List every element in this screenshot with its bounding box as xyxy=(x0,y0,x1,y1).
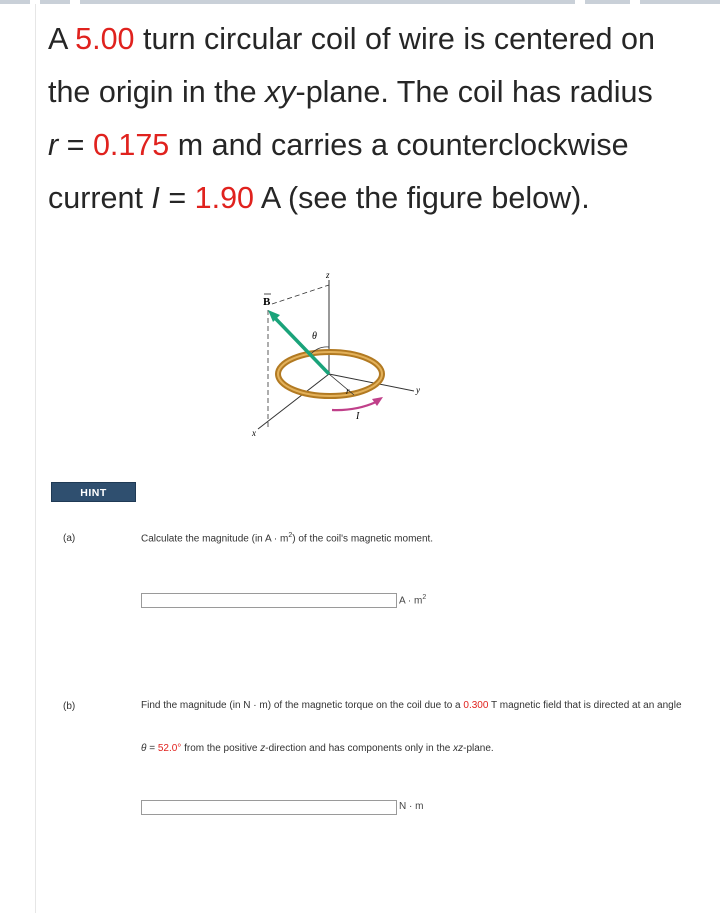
x-axis-label: x xyxy=(252,428,256,438)
turns-value: 5.00 xyxy=(75,22,135,56)
part-b-question-line-1: Find the magnitude (in N · m) of the magnetic torque on the coil due to a 0.300 T magnetic field that is directed at an angle xyxy=(141,700,682,711)
part-b-label: (b) xyxy=(63,701,76,712)
content-left-border xyxy=(35,4,36,913)
part-a-label: (a) xyxy=(63,533,76,544)
b-label: B xyxy=(263,296,271,308)
coil-figure xyxy=(236,262,446,442)
statement-line-1: A 5.00 turn circular coil of wire is centered on xyxy=(48,22,655,56)
hint-button[interactable]: HINT xyxy=(51,482,136,502)
part-b-unit: N · m xyxy=(399,801,424,812)
angle-value: 52.0° xyxy=(157,743,182,754)
problem-statement xyxy=(48,13,708,225)
field-value: 0.300 xyxy=(463,700,489,711)
browser-top-strip xyxy=(0,0,720,4)
theta-label: θ xyxy=(312,331,317,342)
current-value: 1.90 xyxy=(194,181,255,215)
current-arrow xyxy=(332,402,376,410)
radius-value: 0.175 xyxy=(92,128,170,162)
r-label: r xyxy=(346,386,350,396)
statement-line-4: current I = 1.90 A (see the figure below). xyxy=(48,181,590,215)
part-a-question: Calculate the magnitude (in $A \cdot m^2$) of the coil's magnetic moment. xyxy=(141,532,434,545)
y-axis-label: y xyxy=(416,385,420,395)
part-b-answer-input[interactable] xyxy=(141,800,397,815)
part-a-unit: $A \cdot m^2$ xyxy=(399,594,427,607)
z-axis-label: z xyxy=(326,270,330,280)
part-a-answer-input[interactable] xyxy=(141,593,397,608)
part-b-question-line-2: θ = 52.0° from the positive z-direction and has components only in the xz-plane. xyxy=(141,743,494,754)
statement-line-3: r = 0.175 m and carries a counterclockwise xyxy=(48,128,629,162)
current-label: I xyxy=(356,411,360,422)
statement-line-2: the origin in the xy-plane. The coil has radius xyxy=(48,75,653,109)
